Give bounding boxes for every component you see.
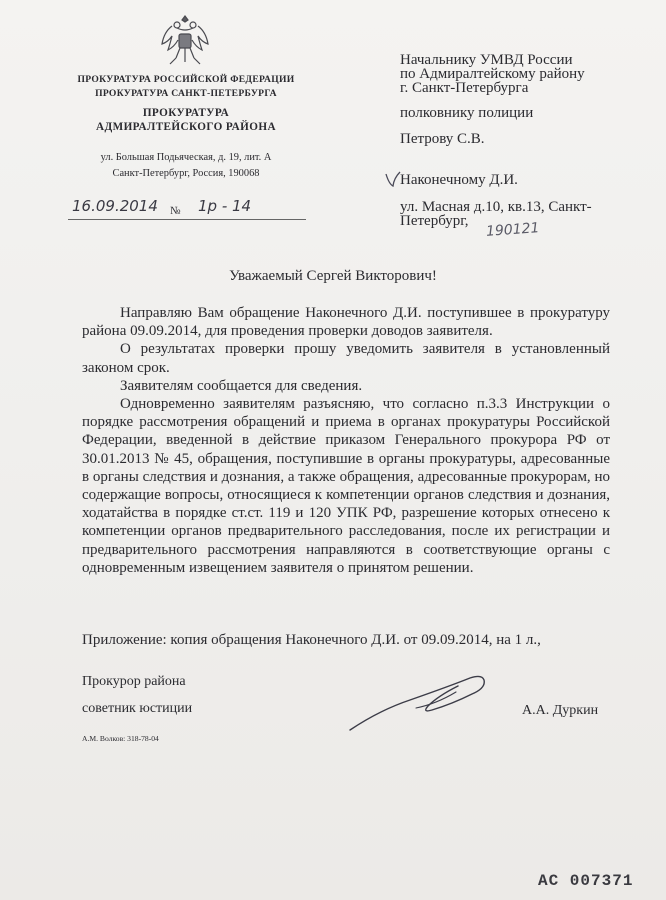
recipient-line1: Начальнику УМВД России [400, 52, 573, 68]
coat-of-arms-icon [158, 12, 212, 70]
body-paragraph: Заявителям сообщается для сведения. [120, 377, 363, 394]
registration-number-label: № [170, 205, 181, 217]
recipient-rank: полковнику полиции [400, 105, 534, 121]
applicant-name: Наконечному Д.И. [400, 172, 518, 188]
signer-name: А.А. Дуркин [522, 703, 599, 718]
body-paragraph: Одновременно заявителям разъясняю, что согласно п.3.3 Инструкции о порядке рассмотрения обращений и приема в органах прокуратуры Российской Федерации, введенной в действие приказом Генерального прокурора РФ от 30.01.2013 № 45, обращения, поступившие в органы прокуратуры, адресованные в органы следствия и дознания, а также обращения, адресованные прокурорам, но содержащие вопросы, относящиеся к компетенции органов следствия и дознания, ходатайства в порядке ст.ст. 119 и 120 УПК РФ, разрешение которых отнесено к компетенции органов предварительного расследования, после их регистрации и предварительного рассмотрения направляются в соответствующие органы с одновременным извещением заявителя о принятом решении. [82, 396, 610, 576]
applicant-address-line1: ул. Масная д.10, кв.13, Санкт- [400, 199, 592, 215]
recipient-name: Петрову С.В. [400, 131, 485, 147]
handwritten-postal-index: 190121 [485, 220, 540, 240]
salutation: Уважаемый Сергей Викторович! [229, 268, 437, 284]
sender-address-line2: Санкт-Петербург, Россия, 190068 [112, 168, 260, 179]
applicant-address-line2: Петербург, [400, 213, 469, 229]
body-paragraph: О результатах проверки прошу уведомить заявителя в установленный законом срок. [82, 341, 610, 376]
signer-rank: советник юстиции [82, 701, 193, 716]
handwritten-signature [346, 668, 496, 738]
body-paragraph: Направляю Вам обращение Наконечного Д.И. поступившее в прокуратуру района 09.09.2014, для проведения проверки доводов заявителя. [82, 305, 610, 340]
letter-body [82, 304, 610, 577]
dept-name-line2: АДМИРАЛТЕЙСКОГО РАЙОНА [96, 121, 276, 133]
signer-position: Прокурор района [82, 674, 186, 689]
sender-address-line1: ул. Большая Подьяческая, д. 19, лит. А [100, 152, 272, 163]
registration-number: 1р - 14 [198, 197, 252, 215]
attachment-line: Приложение: копия обращения Наконечного Д.И. от 09.09.2014, на 1 л., [82, 632, 541, 648]
recipient-line3: г. Санкт-Петербурга [400, 80, 529, 96]
form-serial-number: АС 007371 [538, 872, 634, 890]
registration-line [68, 197, 308, 223]
registration-date: 16.09.2014 [72, 197, 158, 215]
org-name-line1: ПРОКУРАТУРА РОССИЙСКОЙ ФЕДЕРАЦИИ [77, 74, 295, 85]
dept-name-line1: ПРОКУРАТУРА [142, 107, 230, 119]
org-name-line2: ПРОКУРАТУРА САНКТ-ПЕТЕРБУРГА [95, 88, 277, 99]
recipient-line2: по Адмиралтейскому району [400, 66, 585, 82]
executor-contact: А.М. Волков: 318-78-04 [82, 734, 159, 743]
